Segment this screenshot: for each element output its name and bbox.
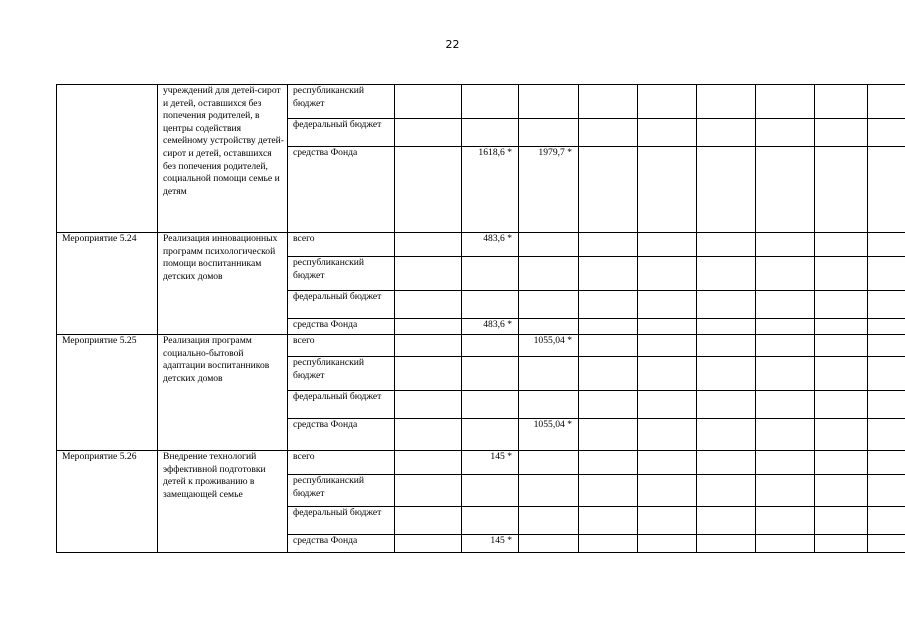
value-cell [519, 535, 579, 553]
value-cell [519, 85, 579, 119]
table-row [57, 233, 905, 257]
value-cell [395, 319, 462, 335]
funding-source-cell: республиканский бюджет [288, 475, 395, 507]
value-cell [579, 535, 638, 553]
table-row [57, 451, 905, 475]
value-cell [756, 119, 815, 147]
funding-source-cell: средства Фонда [288, 419, 395, 451]
value-cell [579, 335, 638, 357]
value-cell [756, 391, 815, 419]
value-cell: 483,6 * [462, 233, 519, 257]
value-cell [579, 319, 638, 335]
value-cell [395, 291, 462, 319]
value-cell [815, 85, 868, 119]
value-cell [638, 357, 697, 391]
value-cell [638, 85, 697, 119]
value-cell [579, 257, 638, 291]
value-cell: 1055,04 * [519, 335, 579, 357]
value-cell: 1618,6 * [462, 147, 519, 233]
value-cell [638, 233, 697, 257]
value-cell [756, 419, 815, 451]
value-cell [868, 233, 905, 257]
value-cell [756, 147, 815, 233]
value-cell [868, 475, 905, 507]
value-cell [815, 357, 868, 391]
value-cell [462, 507, 519, 535]
value-cell [868, 419, 905, 451]
funding-source-cell: средства Фонда [288, 535, 395, 553]
value-cell [638, 419, 697, 451]
value-cell [519, 119, 579, 147]
value-cell [579, 451, 638, 475]
value-cell [638, 147, 697, 233]
value-cell [638, 507, 697, 535]
value-cell: 145 * [462, 451, 519, 475]
value-cell [519, 357, 579, 391]
value-cell [756, 335, 815, 357]
value-cell [868, 291, 905, 319]
value-cell [519, 291, 579, 319]
funding-source-cell: средства Фонда [288, 147, 395, 233]
value-cell [579, 233, 638, 257]
value-cell [579, 357, 638, 391]
value-cell [519, 475, 579, 507]
value-cell [697, 85, 756, 119]
value-cell [815, 535, 868, 553]
value-cell [756, 475, 815, 507]
value-cell [868, 357, 905, 391]
value-cell [395, 85, 462, 119]
description-cell: Реализация программ социально-бытовой адаптации воспитанников детских домов [158, 335, 288, 451]
value-cell [462, 335, 519, 357]
value-cell [868, 319, 905, 335]
funding-source-cell: федеральный бюджет [288, 507, 395, 535]
value-cell [519, 257, 579, 291]
value-cell [395, 119, 462, 147]
value-cell [579, 419, 638, 451]
measure-cell [57, 85, 158, 233]
table-row [57, 335, 905, 357]
funding-source-cell: республиканский бюджет [288, 357, 395, 391]
measure-cell: Мероприятие 5.25 [57, 335, 158, 451]
value-cell [815, 119, 868, 147]
value-cell [697, 257, 756, 291]
value-cell [697, 507, 756, 535]
value-cell [815, 419, 868, 451]
value-cell [815, 319, 868, 335]
value-cell [395, 507, 462, 535]
value-cell [519, 319, 579, 335]
value-cell [815, 335, 868, 357]
funding-source-cell: всего [288, 233, 395, 257]
value-cell [462, 419, 519, 451]
value-cell [756, 233, 815, 257]
funding-source-cell: республиканский бюджет [288, 257, 395, 291]
value-cell [756, 291, 815, 319]
value-cell [697, 147, 756, 233]
value-cell [697, 319, 756, 335]
value-cell [868, 257, 905, 291]
value-cell [868, 85, 905, 119]
value-cell [868, 507, 905, 535]
funding-source-cell: средства Фонда [288, 319, 395, 335]
budget-table [56, 84, 905, 553]
value-cell: 483,6 * [462, 319, 519, 335]
value-cell [756, 85, 815, 119]
table-body [57, 85, 905, 553]
value-cell [395, 451, 462, 475]
value-cell [697, 357, 756, 391]
value-cell [815, 291, 868, 319]
value-cell [697, 419, 756, 451]
value-cell [697, 475, 756, 507]
value-cell [868, 119, 905, 147]
value-cell [638, 119, 697, 147]
funding-source-cell: федеральный бюджет [288, 119, 395, 147]
value-cell [395, 391, 462, 419]
value-cell [579, 475, 638, 507]
value-cell [395, 233, 462, 257]
funding-source-cell: федеральный бюджет [288, 291, 395, 319]
value-cell [868, 535, 905, 553]
value-cell [815, 233, 868, 257]
value-cell [638, 257, 697, 291]
value-cell [756, 319, 815, 335]
value-cell [638, 335, 697, 357]
value-cell [519, 507, 579, 535]
value-cell [756, 451, 815, 475]
value-cell: 1055,04 * [519, 419, 579, 451]
value-cell [462, 85, 519, 119]
measure-cell: Мероприятие 5.24 [57, 233, 158, 335]
value-cell [638, 535, 697, 553]
funding-source-cell: всего [288, 451, 395, 475]
description-cell: Реализация инновационных программ психологической помощи воспитанникам детских домов [158, 233, 288, 335]
value-cell [638, 391, 697, 419]
value-cell [815, 147, 868, 233]
value-cell [395, 535, 462, 553]
value-cell [756, 507, 815, 535]
measure-cell: Мероприятие 5.26 [57, 451, 158, 553]
value-cell [395, 335, 462, 357]
value-cell [519, 391, 579, 419]
value-cell [638, 319, 697, 335]
value-cell [756, 357, 815, 391]
value-cell [815, 391, 868, 419]
table-row [57, 85, 905, 119]
value-cell [579, 291, 638, 319]
value-cell [462, 291, 519, 319]
value-cell [868, 335, 905, 357]
funding-source-cell: федеральный бюджет [288, 391, 395, 419]
value-cell [579, 85, 638, 119]
value-cell [815, 451, 868, 475]
value-cell: 1979,7 * [519, 147, 579, 233]
value-cell [697, 451, 756, 475]
description-cell: Внедрение технологий эффективной подготовки детей к проживанию в замещающей семье [158, 451, 288, 553]
funding-source-cell: республиканский бюджет [288, 85, 395, 119]
value-cell [519, 451, 579, 475]
value-cell [815, 257, 868, 291]
value-cell [697, 291, 756, 319]
value-cell [462, 391, 519, 419]
value-cell [868, 451, 905, 475]
value-cell [579, 147, 638, 233]
value-cell [579, 507, 638, 535]
value-cell [462, 257, 519, 291]
value-cell [638, 475, 697, 507]
value-cell [638, 451, 697, 475]
value-cell [756, 535, 815, 553]
value-cell [697, 391, 756, 419]
value-cell [697, 233, 756, 257]
value-cell [756, 257, 815, 291]
value-cell [395, 419, 462, 451]
value-cell [638, 291, 697, 319]
page-number: 22 [445, 38, 460, 51]
value-cell [697, 335, 756, 357]
value-cell [579, 119, 638, 147]
value-cell [395, 475, 462, 507]
value-cell [462, 119, 519, 147]
value-cell [815, 475, 868, 507]
value-cell [868, 391, 905, 419]
value-cell [395, 357, 462, 391]
value-cell [815, 507, 868, 535]
value-cell [697, 535, 756, 553]
value-cell [462, 357, 519, 391]
value-cell [462, 475, 519, 507]
description-cell: учреждений для детей-сирот и детей, оставшихся без попечения родителей, в центры содействия семейному устройству детей-сирот и детей, оставшихся без попечения родителей, социальной помощи семье и детям [158, 85, 288, 233]
value-cell: 145 * [462, 535, 519, 553]
value-cell [519, 233, 579, 257]
value-cell [395, 257, 462, 291]
value-cell [697, 119, 756, 147]
value-cell [395, 147, 462, 233]
value-cell [868, 147, 905, 233]
value-cell [579, 391, 638, 419]
funding-source-cell: всего [288, 335, 395, 357]
